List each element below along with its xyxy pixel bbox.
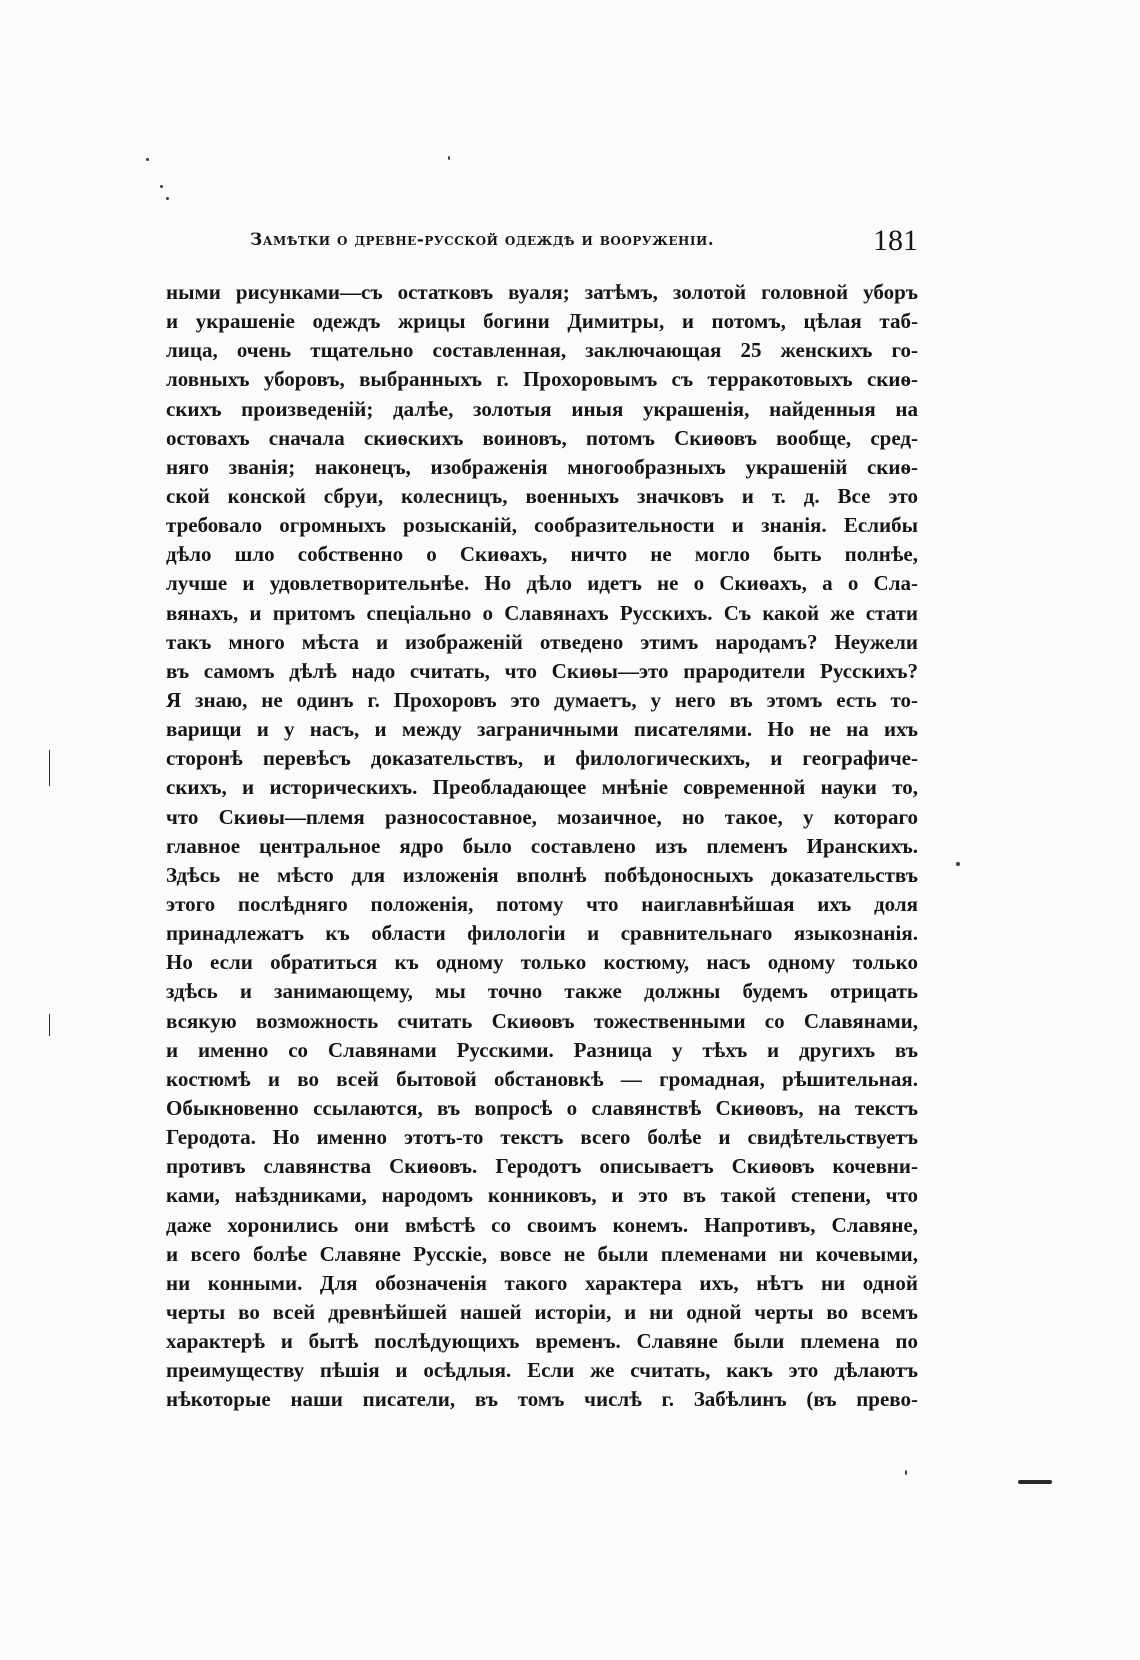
text-line: даже хоронились они вмѣстѣ со своимъ конемъ. Напротивъ, Славяне, [166,1212,918,1237]
scan-speck [905,1470,907,1475]
text-line: ловныхъ уборовъ, выбранныхъ г. Прохоровымъ съ терракотовыхъ скиѳ- [166,367,918,392]
text-line: и всего болѣе Славяне Русскіе, вовсе не были племенами ни кочевыми, [166,1241,918,1266]
page-edge-dash [1018,1480,1052,1484]
text-line: сторонѣ перевѣсъ доказательствъ, и филологическихъ, и географиче- [166,746,918,771]
text-line: лучше и удовлетворительнѣе. Но дѣло идетъ не о Скиѳахъ, а о Сла- [166,571,918,596]
text-line: и украшеніе одеждъ жрицы богини Димитры, и потомъ, цѣлая таб- [166,309,918,334]
text-line: скихъ, и историческихъ. Преобладающее мнѣніе современной науки то, [166,775,918,800]
text-line: преимуществу пѣшія и осѣдлыя. Если же считать, какъ это дѣлаютъ [166,1358,918,1383]
text-line: Я знаю, не одинъ г. Прохоровъ это думаетъ, у него въ этомъ есть то- [166,687,918,712]
text-line: Геродота. Но именно этотъ-то текстъ всего болѣе и свидѣтельствуетъ [166,1125,918,1150]
text-line: дѣло шло собственно о Скиѳахъ, ничто не могло быть полнѣе, [166,542,918,567]
text-line: такъ много мѣста и изображеній отведено этимъ народамъ? Неужели [166,629,918,654]
text-line: всякую возможность считать Скиѳовъ тожественными со Славянами, [166,1008,918,1033]
text-line: нѣкоторые наши писатели, въ томъ числѣ г. Забѣлинъ (въ прево- [166,1387,918,1412]
text-line: Но если обратиться къ одному только костюму, насъ одному только [166,950,918,975]
text-line: ными рисунками—съ остатковъ вуаля; затѣмъ, золотой головной уборъ [166,280,918,304]
text-line: Обыкновенно ссылаются, въ вопросѣ о славянствѣ Скиѳовъ, на текстъ [166,1095,918,1120]
scan-speck [166,197,169,200]
text-line: остовахъ сначала скиѳскихъ воиновъ, потомъ Скиѳовъ вообще, сред- [166,425,918,450]
text-line: няго званія; наконецъ, изображенія многообразныхъ украшеній скиѳ- [166,454,918,479]
running-title: Замѣтки о древне-русской одеждѣ и вооруженіи. [250,230,715,250]
text-line: этого послѣдняго положенія, потому что наиглавнѣйшая ихъ доля [166,891,918,916]
text-line: Здѣсь не мѣсто для изложенія вполнѣ побѣдоносныхъ доказательствъ [166,862,918,887]
text-line: варищи и у насъ, и между заграничными писателями. Но не на ихъ [166,717,918,742]
text-line: черты во всей древнѣйшей нашей исторіи, и ни одной черты во всемъ [166,1299,918,1324]
text-line: ни конными. Для обозначенія такого характера ихъ, нѣтъ ни одной [166,1270,918,1295]
text-line: въ самомъ дѣлѣ надо считать, что Скиѳы—это прародители Русскихъ? [166,658,918,683]
scan-speck [146,158,149,161]
text-line: характерѣ и бытѣ послѣдующихъ временъ. Славяне были племена по [166,1329,918,1354]
margin-mark [49,750,50,786]
text-line: ской конской сбруи, колесницъ, военныхъ значковъ и т. д. Все это [166,483,918,508]
text-line: принадлежатъ къ области филологіи и сравнительнаго языкознанія. [166,921,918,946]
text-line: здѣсь и занимающему, мы точно также должны будемъ отрицать [166,979,918,1004]
text-line: что Скиѳы—племя разносоставное, мозаичное, но такое, у котораго [166,804,918,829]
text-line: противъ славянства Скиѳовъ. Геродотъ описываетъ Скиѳовъ кочевни- [166,1154,918,1179]
text-line: лица, очень тщательно составленная, заключающая 25 женскихъ го- [166,338,918,363]
body-text [166,278,918,1414]
text-line: главное центральное ядро было составлено изъ племенъ Иранскихъ. [166,833,918,858]
text-line: требовало огромныхъ розысканій, сообразительности и знанія. Еслибы [166,513,918,538]
page-header [250,226,918,260]
scan-speck [160,185,163,188]
scan-speck [956,862,960,866]
text-line: и именно со Славянами Русскими. Разница у тѣхъ и другихъ въ [166,1037,918,1062]
text-line: ками, наѣздниками, народомъ конниковъ, и это въ такой степени, что [166,1183,918,1208]
text-line: костюмѣ и во всей бытовой обстановкѣ — громадная, рѣшительная. [166,1066,918,1091]
text-line: вянахъ, и притомъ спеціально о Славянахъ Русскихъ. Съ какой же стати [166,600,918,625]
text-line: скихъ произведеній; далѣе, золотыя иныя украшенія, найденныя на [166,396,918,421]
scan-speck [448,156,450,160]
page-number: 181 [873,224,918,257]
margin-mark [49,1014,50,1036]
